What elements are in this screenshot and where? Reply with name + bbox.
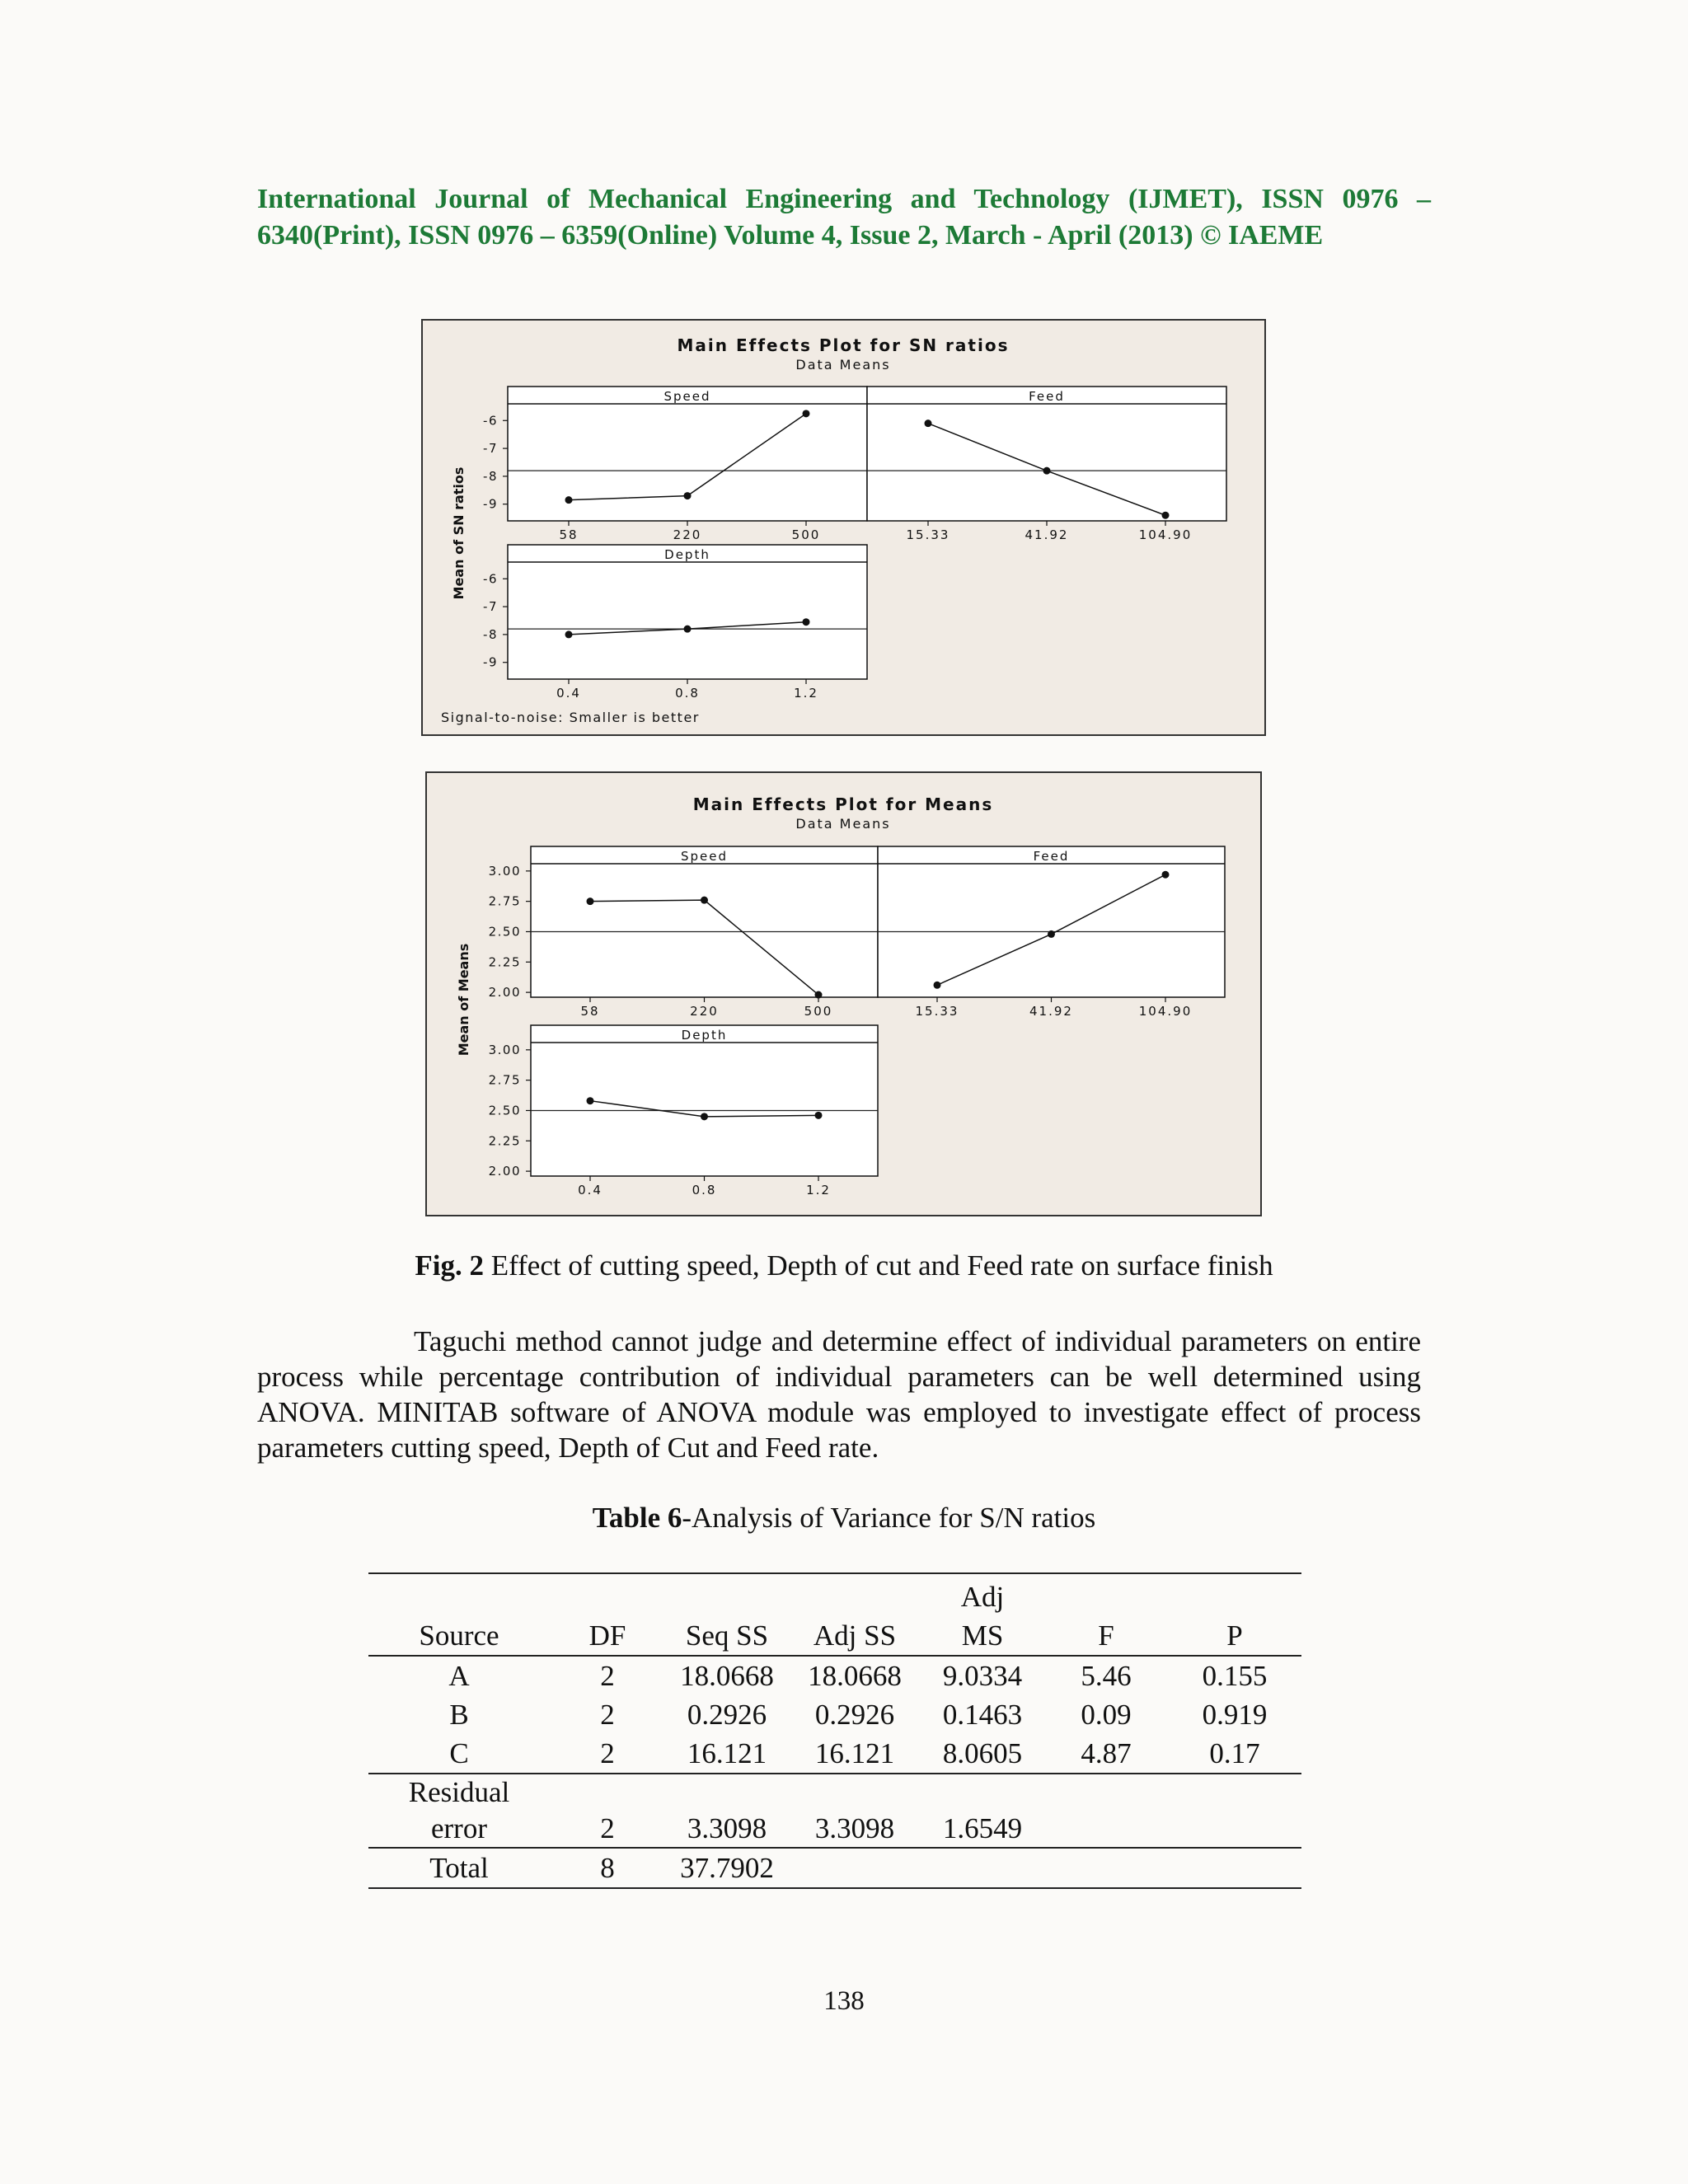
cell-source: C <box>449 1737 469 1769</box>
header-adj-ms <box>921 1573 1044 1656</box>
y-tick-label: -9 <box>483 654 498 670</box>
panel-label: Depth <box>664 547 710 562</box>
panel-frame <box>508 387 867 521</box>
x-tick-label: 220 <box>673 527 702 542</box>
table-title-label: Table 6 <box>592 1502 682 1534</box>
data-point <box>925 419 932 427</box>
residual-label-line1: Residual <box>408 1776 510 1808</box>
data-point <box>1162 871 1170 879</box>
y-tick-label: 2.00 <box>488 985 521 1001</box>
header-p: P <box>1226 1619 1243 1652</box>
cell-p <box>1168 1848 1301 1888</box>
table-header-row <box>368 1573 1301 1656</box>
cell-f: 0.09 <box>1081 1699 1132 1731</box>
journal-header: International Journal of Mechanical Engineering and Technology (IJMET), ISSN 0976 – 6340(Print), ISSN 0976 – 6359(Online) Volume 4, Issue 2, March - April (2013) © IAEME <box>257 184 1431 251</box>
y-axis-label: Mean of Means <box>456 943 471 1057</box>
x-tick-label: 15.33 <box>915 1004 959 1019</box>
y-tick-label: 2.50 <box>488 924 521 940</box>
x-tick-label: 500 <box>804 1004 833 1019</box>
cell-seq-ss: 0.2926 <box>687 1699 767 1731</box>
anova-table <box>368 1572 1301 1889</box>
y-tick-label: -8 <box>483 468 498 484</box>
x-tick-label: 500 <box>791 527 821 542</box>
panel-feed <box>878 846 1225 1019</box>
cell-df: 2 <box>600 1737 615 1769</box>
panel-speed <box>483 387 867 542</box>
cell-source: Total <box>429 1852 489 1884</box>
table-title-text: -Analysis of Variance for S/N ratios <box>682 1502 1096 1534</box>
data-point <box>587 1097 594 1104</box>
panel-frame <box>878 846 1225 997</box>
body-paragraph-text: Taguchi method cannot judge and determine effect of individual parameters on entire process while percentage contribution of individual parameters can be well determined using ANOVA. MINITAB software of ANOVA module was employed to investigate effect of process parameters cutting speed, Depth of Cut and Feed rate. <box>257 1325 1421 1464</box>
figure-caption-label: Fig. 2 <box>415 1249 484 1282</box>
x-tick-label: 15.33 <box>906 527 950 542</box>
table-row <box>368 1656 1301 1695</box>
panel-frame <box>531 1025 878 1176</box>
y-tick-label: 2.00 <box>488 1164 521 1179</box>
cell-adj-ss: 18.0668 <box>808 1660 902 1692</box>
y-tick-label: -6 <box>483 413 498 429</box>
x-tick-label: 1.2 <box>806 1183 831 1197</box>
x-tick-label: 58 <box>580 1004 600 1019</box>
table-row-residual <box>368 1774 1301 1848</box>
y-axis-label: Mean of SN ratios <box>451 466 467 600</box>
panel-label: Depth <box>681 1028 728 1043</box>
x-tick-label: 104.90 <box>1138 1004 1193 1019</box>
data-point <box>1162 512 1170 519</box>
y-tick-label: -9 <box>483 496 498 512</box>
panel-frame <box>867 387 1226 521</box>
cell-adj-ss: 3.3098 <box>814 1812 895 1844</box>
cell-source: B <box>449 1699 469 1731</box>
cell-seq-ss: 18.0668 <box>680 1660 774 1692</box>
y-tick-label: 2.75 <box>488 893 521 909</box>
cell-source <box>368 1774 550 1848</box>
header-adj-ss: Adj SS <box>813 1619 897 1652</box>
cell-p: 0.919 <box>1202 1699 1268 1731</box>
y-tick-label: 2.25 <box>488 1133 521 1149</box>
panel-feed <box>867 387 1226 542</box>
data-point <box>701 897 708 904</box>
y-tick-label: 2.25 <box>488 954 521 970</box>
means-figure <box>425 771 1262 1216</box>
chart-subtitle: Data Means <box>795 816 891 832</box>
panel-label: Feed <box>1029 389 1065 404</box>
cell-f: 4.87 <box>1081 1737 1132 1769</box>
x-tick-label: 41.92 <box>1025 527 1069 542</box>
chart-footnote: Signal-to-noise: Smaller is better <box>441 710 700 725</box>
panel-speed <box>489 846 878 1019</box>
y-tick-label: -6 <box>483 571 498 587</box>
table-row-total <box>368 1848 1301 1888</box>
panel-label: Speed <box>663 389 711 404</box>
header-source: Source <box>419 1619 499 1652</box>
panel-frame <box>508 545 867 679</box>
x-tick-label: 104.90 <box>1138 527 1193 542</box>
cell-f: 5.46 <box>1081 1660 1132 1692</box>
x-tick-label: 1.2 <box>794 686 818 701</box>
figure-caption-text: Effect of cutting speed, Depth of cut and Feed rate on surface finish <box>483 1249 1273 1282</box>
chart-title: Main Effects Plot for SN ratios <box>677 335 1010 355</box>
chart-subtitle: Data Means <box>795 357 891 373</box>
y-tick-label: 3.00 <box>488 863 521 879</box>
cell-seq-ss: 16.121 <box>687 1737 767 1769</box>
cell-f <box>1044 1774 1168 1848</box>
panel-label: Feed <box>1033 849 1070 864</box>
y-tick-label: 2.75 <box>488 1072 521 1088</box>
data-point <box>934 982 941 989</box>
panel-frame <box>531 846 878 997</box>
table-title <box>0 1502 1688 1535</box>
data-point <box>803 410 810 417</box>
cell-df: 2 <box>600 1660 615 1692</box>
data-point <box>587 898 594 905</box>
x-tick-label: 41.92 <box>1029 1004 1073 1019</box>
panel-label: Speed <box>680 849 729 864</box>
cell-adj-ss: 0.2926 <box>814 1699 895 1731</box>
means-chart <box>427 773 1260 1215</box>
data-point <box>1048 930 1055 938</box>
data-point <box>684 492 692 499</box>
cell-source: A <box>448 1660 470 1692</box>
sn-ratios-figure <box>421 319 1266 736</box>
cell-p: 0.155 <box>1202 1660 1268 1692</box>
cell-df: 8 <box>600 1852 615 1884</box>
x-tick-label: 0.8 <box>692 1183 717 1197</box>
y-tick-label: 2.50 <box>488 1103 521 1118</box>
y-tick-label: 3.00 <box>488 1042 521 1057</box>
x-tick-label: 58 <box>559 527 579 542</box>
data-point <box>803 618 810 626</box>
y-tick-label: -7 <box>483 599 498 615</box>
page-number: 138 <box>823 1986 865 2016</box>
cell-seq-ss: 3.3098 <box>687 1812 767 1844</box>
cell-adj-ms: 8.0605 <box>942 1737 1023 1769</box>
cell-p: 0.17 <box>1209 1737 1260 1769</box>
header-adj-ms-line2: MS <box>961 1619 1004 1652</box>
cell-adj-ms: 1.6549 <box>942 1812 1023 1844</box>
figure-caption <box>0 1249 1688 1282</box>
cell-adj-ms: 9.0334 <box>942 1660 1023 1692</box>
panel-depth <box>483 545 867 701</box>
cell-adj-ss <box>789 1848 921 1888</box>
cell-p <box>1168 1774 1301 1848</box>
residual-label-line2: error <box>430 1812 487 1844</box>
header-seq-ss: Seq SS <box>685 1619 769 1652</box>
table-row <box>368 1695 1301 1734</box>
data-point <box>815 1112 823 1119</box>
x-tick-label: 0.8 <box>675 686 700 701</box>
body-paragraph <box>257 1324 1421 1465</box>
x-tick-label: 0.4 <box>578 1183 603 1197</box>
cell-adj-ms <box>921 1848 1044 1888</box>
sn-ratios-chart <box>423 321 1264 734</box>
x-tick-label: 0.4 <box>556 686 581 701</box>
x-tick-label: 220 <box>690 1004 719 1019</box>
header-df: DF <box>588 1619 626 1652</box>
data-point <box>701 1113 708 1120</box>
chart-title: Main Effects Plot for Means <box>692 794 994 814</box>
header-f: F <box>1098 1619 1114 1652</box>
y-tick-label: -8 <box>483 626 498 642</box>
header-adj-ms-line1: Adj <box>960 1581 1005 1613</box>
data-point <box>684 626 692 633</box>
cell-adj-ms: 0.1463 <box>942 1699 1023 1731</box>
panel-depth <box>489 1025 878 1197</box>
cell-f <box>1044 1848 1168 1888</box>
cell-df: 2 <box>600 1699 615 1731</box>
data-point <box>1043 467 1051 475</box>
data-point <box>565 496 573 504</box>
table-row <box>368 1734 1301 1774</box>
cell-seq-ss: 37.7902 <box>680 1852 774 1884</box>
cell-df: 2 <box>600 1812 615 1844</box>
cell-adj-ss: 16.121 <box>814 1737 895 1769</box>
data-point <box>565 630 573 638</box>
y-tick-label: -7 <box>483 441 498 457</box>
